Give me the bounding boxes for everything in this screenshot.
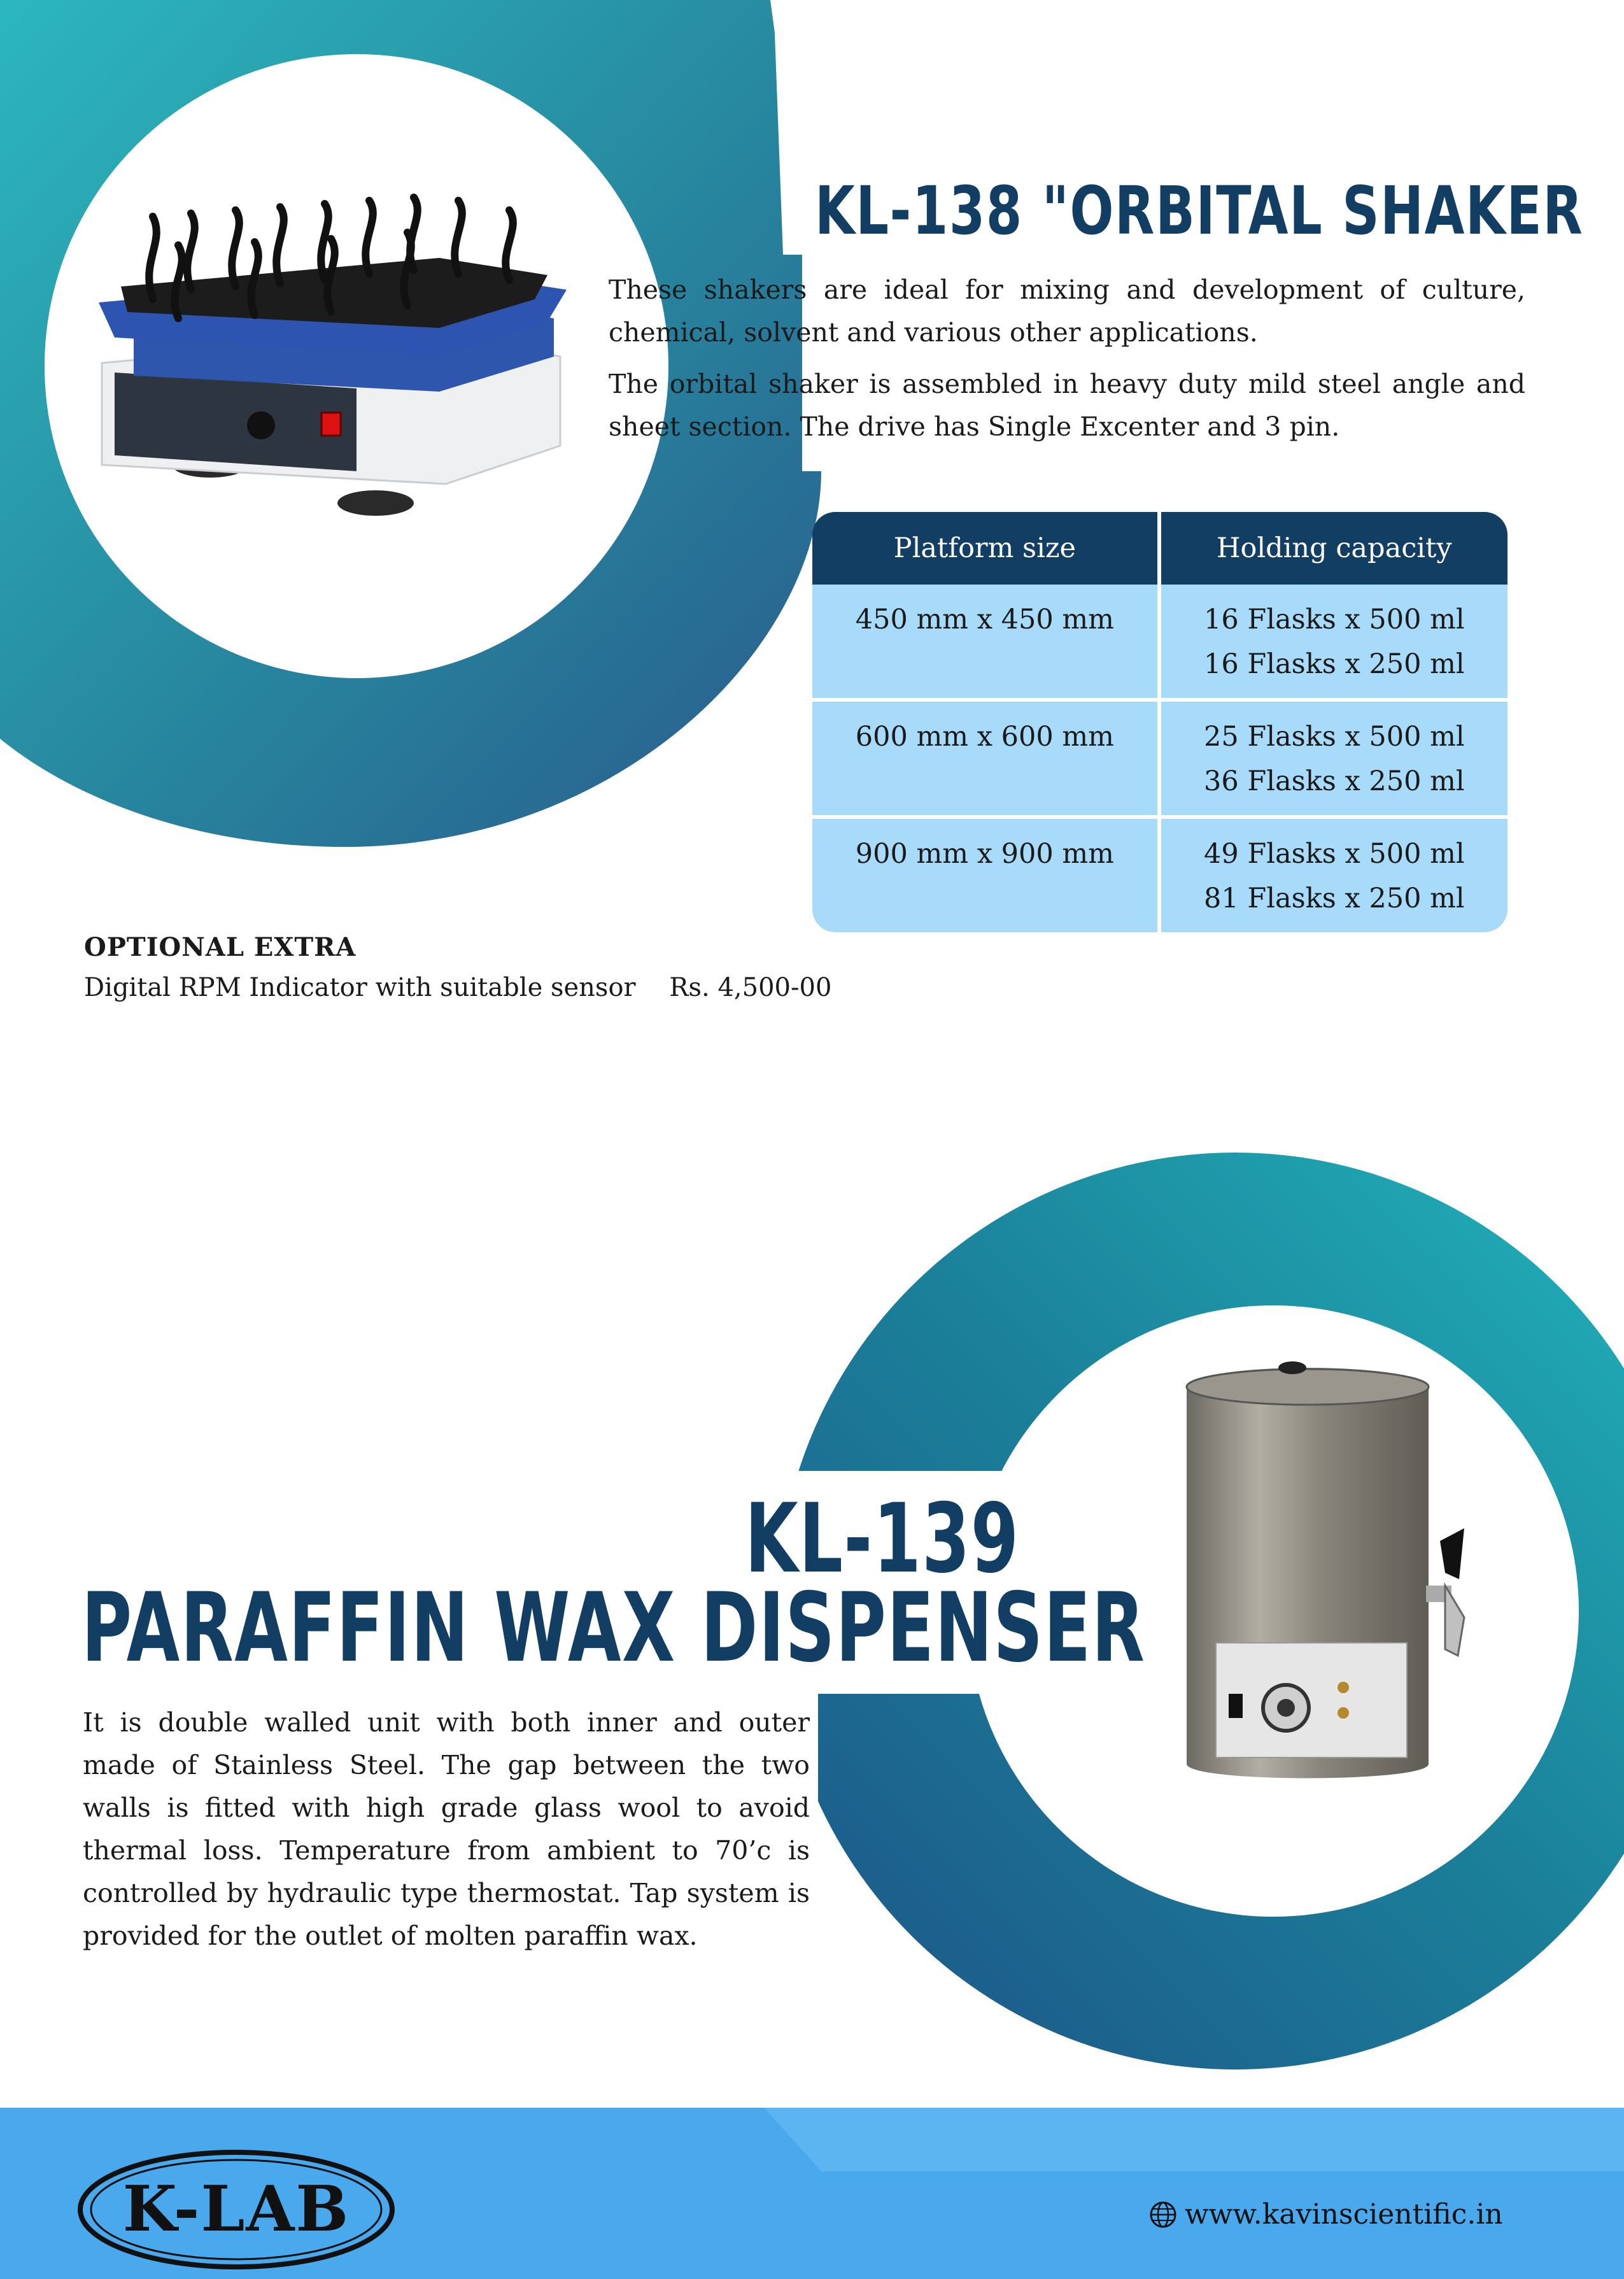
header-holding-capacity: Holding capacity xyxy=(1161,512,1507,585)
holding-capacity-cell xyxy=(1161,585,1507,702)
specification-table xyxy=(812,512,1507,930)
wax-dispenser-title: PARAFFIN WAX DISPENSER xyxy=(81,1573,1146,1684)
capacity-line: 36 Flasks x 250 ml xyxy=(1204,765,1465,797)
capacity-line: 25 Flasks x 500 ml xyxy=(1204,721,1465,753)
platform-size-cell: 600 mm x 600 mm xyxy=(812,702,1161,819)
orbital-shaker-description-1: These shakers are ideal for mixing and development of culture, chemical, solvent and various other applications. xyxy=(609,274,1525,348)
header-platform-size: Platform size xyxy=(812,512,1161,585)
optional-extra-price: Rs. 4,500-00 xyxy=(669,973,832,1002)
platform-size-cell: 900 mm x 900 mm xyxy=(812,819,1161,932)
holding-capacity-cell xyxy=(1161,819,1507,932)
capacity-line: 81 Flasks x 250 ml xyxy=(1204,883,1465,914)
optional-extra-heading: OPTIONAL EXTRA xyxy=(84,932,357,962)
optional-extra-line xyxy=(84,973,831,1002)
holding-capacity-cell xyxy=(1161,702,1507,819)
capacity-line: 49 Flasks x 500 ml xyxy=(1204,838,1465,870)
wax-dispenser-code: KL-139 xyxy=(745,1484,1020,1594)
wax-dispenser-image xyxy=(1187,1361,1464,1778)
orbital-shaker-title: KL-138 "ORBITAL SHAKER xyxy=(815,172,1584,250)
capacity-line: 16 Flasks x 250 ml xyxy=(1204,648,1465,680)
table-row xyxy=(812,819,1507,932)
platform-size-cell: 450 mm x 450 mm xyxy=(812,585,1161,702)
table-row xyxy=(812,585,1507,702)
globe-icon xyxy=(1149,2201,1177,2229)
optional-extra-item: Digital RPM Indicator with suitable sensor xyxy=(84,973,636,1002)
website-link[interactable] xyxy=(1149,2198,1503,2231)
logo-text: K-LAB xyxy=(122,2173,350,2246)
capacity-line: 16 Flasks x 500 ml xyxy=(1204,604,1465,635)
wax-dispenser-description: It is double walled unit with both inner and outer made of Stainless Steel. The gap between the two walls is fitted with high grade glass wool to avoid thermal loss. Temperature from ambient to 70’c is controlled by hydraulic type thermostat. Tap system is provided for the outlet of molten paraffin wax. xyxy=(83,1707,810,1951)
k-lab-logo xyxy=(74,2146,399,2273)
table-row xyxy=(812,702,1507,819)
orbital-shaker-description-2: The orbital shaker is assembled in heavy duty mild steel angle and sheet section. The drive has Single Excenter and 3 pin. xyxy=(609,369,1525,442)
website-url: www.kavinscientific.in xyxy=(1185,2198,1503,2231)
